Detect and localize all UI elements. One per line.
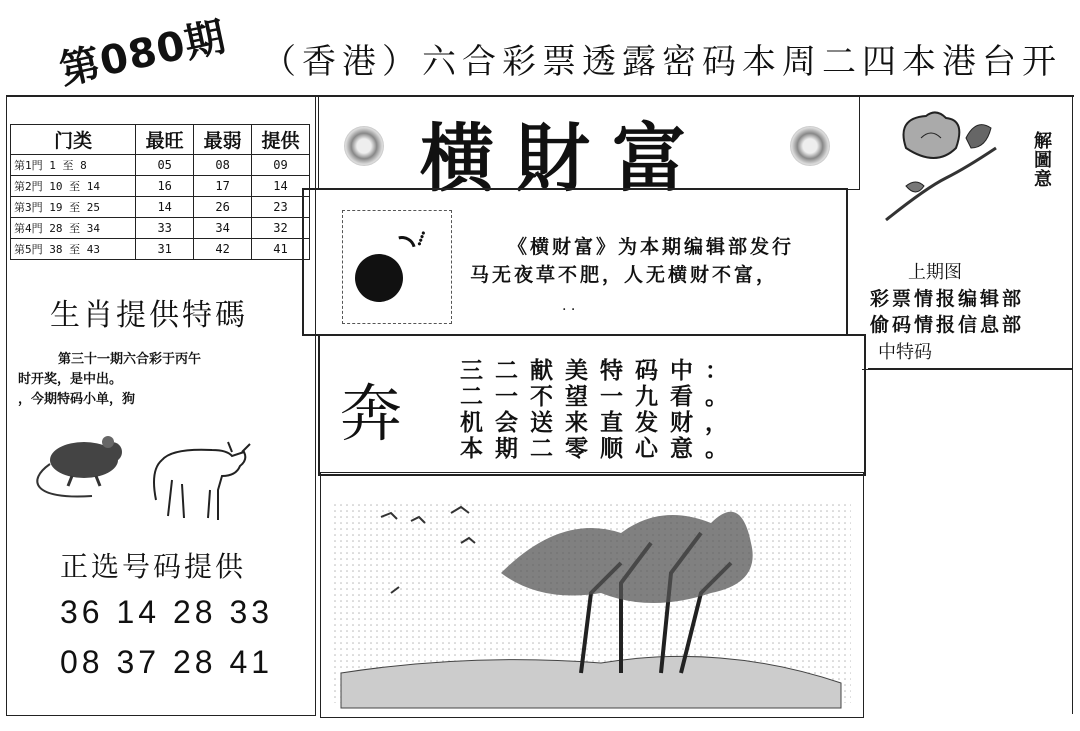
last-picture-label: 上期图 <box>908 262 962 283</box>
table-row <box>11 239 310 260</box>
gate-label: 第2門 10 至 14 <box>11 176 136 197</box>
right-rule <box>868 368 1072 369</box>
ox-icon <box>154 442 250 520</box>
gate-table <box>10 124 310 260</box>
poem-key-char: 奔 <box>340 377 403 450</box>
gate-offer: 41 <box>252 239 310 260</box>
zodiac-text <box>18 350 308 410</box>
gate-label: 第3門 19 至 25 <box>11 197 136 218</box>
poem-line: 二一不望一九看。 <box>460 383 740 410</box>
coin-left-icon <box>344 126 384 166</box>
rat-ox-illustration <box>22 430 262 530</box>
notice-line1: 《横财富》为本期编辑部发行 <box>508 236 795 258</box>
gate-weakest: 42 <box>194 239 252 260</box>
pick-numbers-row1: 36 14 28 33 <box>60 594 274 630</box>
picture-meaning-label: 解圖意 <box>1034 131 1052 190</box>
table-row <box>11 218 310 239</box>
gate-offer: 09 <box>252 155 310 176</box>
gate-offer: 32 <box>252 218 310 239</box>
gate-col-weakest: 最弱 <box>194 125 252 155</box>
pick-title: 正选号码提供 <box>60 550 247 583</box>
coin-right-icon <box>790 126 830 166</box>
gate-hottest: 33 <box>136 218 194 239</box>
table-row <box>11 176 310 197</box>
rat-icon <box>37 436 122 497</box>
gate-hottest: 14 <box>136 197 194 218</box>
gate-col-hottest: 最旺 <box>136 125 194 155</box>
gate-weakest: 26 <box>194 197 252 218</box>
gate-weakest: 17 <box>194 176 252 197</box>
gate-hottest: 16 <box>136 176 194 197</box>
gate-offer: 23 <box>252 197 310 218</box>
dept-name-2: 偷码情报信息部 <box>870 314 1025 336</box>
table-row <box>11 155 310 176</box>
poem-line: 本期二零顺心意。 <box>460 435 740 462</box>
gate-offer: 14 <box>252 176 310 197</box>
special-code-label: 中特码 <box>878 342 932 363</box>
table-row <box>11 197 310 218</box>
zodiac-title: 生肖提供特碼 <box>50 298 248 333</box>
issue-number: 第080期 <box>55 13 231 94</box>
gate-weakest: 34 <box>194 218 252 239</box>
spark-icon: ⁞ <box>414 225 429 251</box>
gate-col-offer: 提供 <box>252 125 310 155</box>
notice-dots: . . <box>562 298 576 314</box>
right-edge-rule <box>1072 96 1073 714</box>
poem-line: 三二献美特码中： <box>460 357 740 384</box>
zodiac-text-line: 时开奖，是中出。 <box>18 372 123 387</box>
gate-table-header <box>11 125 310 155</box>
zodiac-text-line: ，今期特码小单，狗 <box>18 392 136 407</box>
zodiac-text-line: 第三十一期六合彩于丙午 <box>58 352 202 367</box>
headline: （香港）六合彩票透露密码本周二四本港台开 <box>262 42 1062 82</box>
landscape-tree-icon <box>321 473 861 715</box>
landscape-painting <box>320 472 864 718</box>
gate-label: 第4門 28 至 34 <box>11 218 136 239</box>
gate-hottest: 05 <box>136 155 194 176</box>
dept-name-1: 彩票情报编辑部 <box>870 288 1025 310</box>
gate-hottest: 31 <box>136 239 194 260</box>
gate-label: 第5門 38 至 43 <box>11 239 136 260</box>
notice-line2: 马无夜草不肥，人无横财不富， <box>470 264 779 286</box>
gate-label: 第1門 1 至 8 <box>11 155 136 176</box>
pick-numbers-row2: 08 37 28 41 <box>60 644 274 680</box>
gate-col-category: 门类 <box>11 125 136 155</box>
gate-weakest: 08 <box>194 155 252 176</box>
banner-title: 横財富 <box>420 116 708 202</box>
poem-line: 机会送来直发财， <box>460 409 740 436</box>
flower-icon <box>866 108 1006 228</box>
